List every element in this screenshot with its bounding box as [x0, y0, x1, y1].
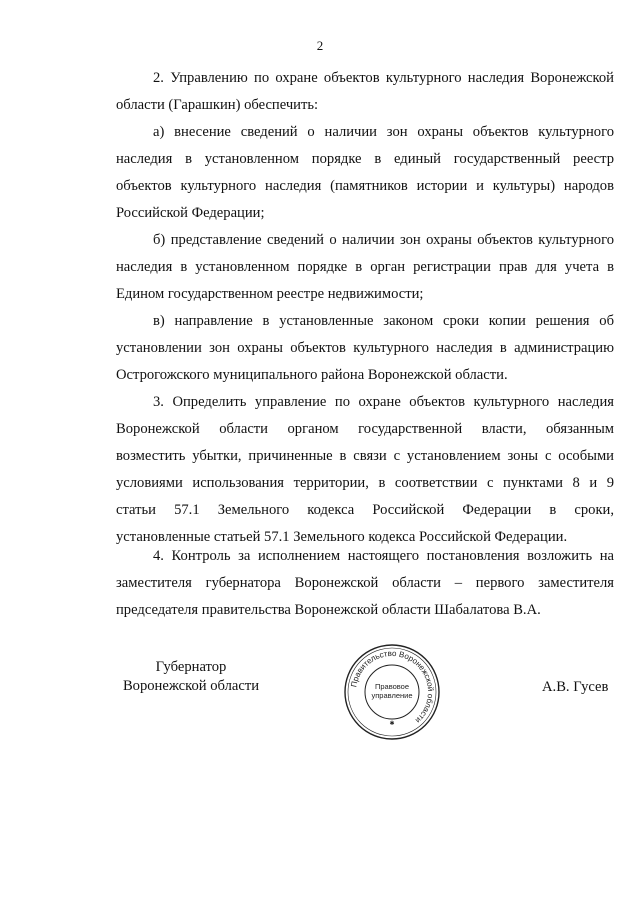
stamp-ring-text: Правительство Воронежской области	[349, 648, 436, 725]
paragraph-line: Воронежской области органом государственной власти, обязанным	[116, 421, 614, 437]
para-2a	[116, 119, 614, 227]
paragraph-line: заместителя губернатора Воронежской области – первого заместителя	[116, 575, 614, 591]
stamp-star-icon: ✱	[389, 720, 395, 727]
para-2b	[116, 227, 614, 308]
para-4	[116, 543, 614, 624]
paragraph-line: председателя правительства Воронежской области Шабалатова В.А.	[116, 602, 541, 618]
paragraph-line: условиями использования территории, в соответствии с пунктами 8 и 9	[116, 475, 614, 491]
signature-title-line1: Губернатор	[155, 659, 227, 675]
paragraph-line: возместить убытки, причиненные в связи с установлением зоны с особыми	[116, 448, 614, 464]
signature-title	[116, 658, 266, 696]
paragraph-line: 4. Контроль за исполнением настоящего постановления возложить на	[153, 548, 614, 564]
paragraph-line: области (Гарашкин) обеспечить:	[116, 97, 319, 113]
paragraph-line: а) внесение сведений о наличии зон охраны объектов культурного	[153, 124, 614, 140]
paragraph-line: б) представление сведений о наличии зон охраны объектов культурного	[153, 232, 614, 248]
paragraph-line: установленные статьей 57.1 Земельного кодекса Российской Федерации.	[116, 529, 568, 545]
stamp-inner-line2: управление	[371, 691, 413, 700]
paragraph-line: Российской Федерации;	[116, 205, 265, 221]
para-2	[116, 65, 614, 119]
paragraph-line: установлении зон охраны объектов культурного наследия в администрацию	[116, 340, 614, 356]
paragraph-line: в) направление в установленные законом сроки копии решения об	[153, 313, 614, 329]
para-2c	[116, 308, 614, 389]
paragraph-line: 2. Управлению по охране объектов культурного наследия Воронежской	[153, 70, 614, 86]
paragraph-line: наследия в установленном порядке в единый государственный реестр	[116, 151, 614, 167]
official-stamp-seal	[342, 642, 442, 742]
paragraph-line: объектов культурного наследия (памятников истории и культуры) народов	[116, 178, 614, 194]
signature-name: А.В. Гусев	[542, 679, 609, 695]
stamp-inner-line1: Правовое	[374, 682, 410, 691]
paragraph-line: наследия в установленном порядке в орган регистрации прав для учета в	[116, 259, 614, 275]
paragraph-line: 3. Определить управление по охране объектов культурного наследия	[153, 394, 614, 410]
signature-title-line2: Воронежской области	[122, 678, 260, 694]
para-3	[116, 389, 614, 551]
paragraph-line: Острогожского муниципального района Воронежской области.	[116, 367, 508, 383]
paragraph-line: Едином государственном реестре недвижимости;	[116, 286, 424, 302]
paragraph-line: статьи 57.1 Земельного кодекса Российской Федерации в сроки,	[116, 502, 614, 518]
page-number: 2	[316, 38, 324, 53]
